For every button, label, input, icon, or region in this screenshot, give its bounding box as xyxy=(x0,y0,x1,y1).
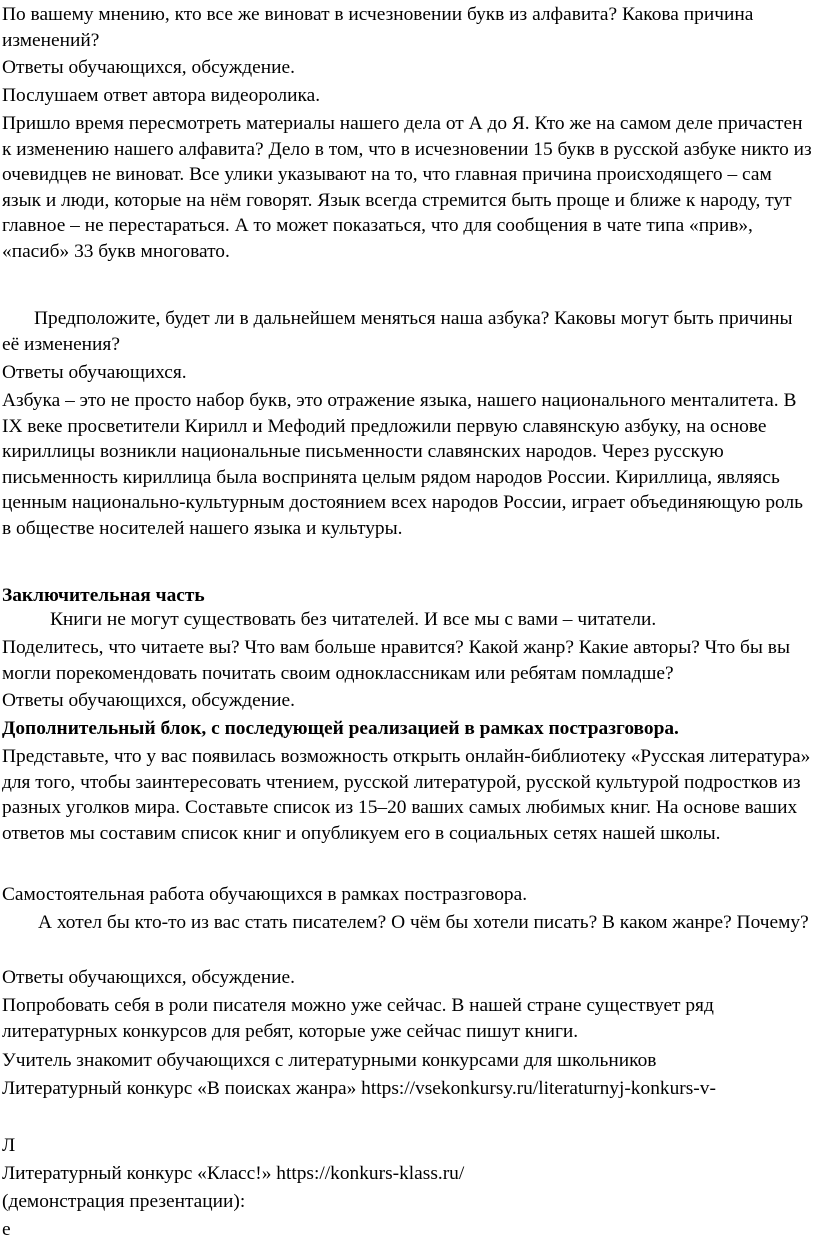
paragraph-students-discussion-2: Ответы обучающихся, обсуждение. xyxy=(2,967,295,988)
heading-final-part: Заключительная часть xyxy=(2,585,205,606)
paragraph-students-answers: Ответы обучающихся, обсуждение. xyxy=(2,57,295,78)
paragraph-listen-author: Послушаем ответ автора видеоролика. xyxy=(2,85,321,106)
paragraph-alphabet-meaning: Азбука – это не просто набор букв, это отражение языка, нашего национального менталитета. В IX веке просветители Кирилл и Мефодий предложили первую славянскую азбуку, на основе кириллицы возникли национальные письменности славянских народов. Через русскую письменность кириллица была воспринята целым рядом народов России. Кириллица, являясь ценным национально-культурным достоянием всех народов России, играет объединяющую роль в обществе носителей нашего языка и культуры. xyxy=(2,390,803,539)
paragraph-readers: Книги не могут существовать без читателей. И все мы с вами – читатели. xyxy=(50,609,657,630)
text-fragment-el: Л xyxy=(2,1135,16,1156)
paragraph-contest-class: Литературный конкурс «Класс!» https://konkurs-klass.ru/ xyxy=(2,1163,465,1184)
paragraph-question-writer: А хотел бы кто-то из вас стать писателем? О чём бы хотели писать? В каком жанре? Почему? xyxy=(38,912,809,933)
paragraph-share-reading: Поделитесь, что читаете вы? Что вам больше нравится? Какой жанр? Какие авторы? Что бы вы могли порекомендовать почитать своим одноклассникам или ребятам помладше? xyxy=(2,637,790,684)
heading-additional-block: Дополнительный блок, с последующей реализацией в рамках постразговора. xyxy=(2,718,679,739)
paragraph-independent-work: Самостоятельная работа обучающихся в рамках постразговора. xyxy=(2,884,528,905)
paragraph-question-culprit: По вашему мнению, кто все же виноват в исчезновении букв из алфавита? Какова причина изменений? xyxy=(2,4,754,51)
paragraph-try-writer: Попробовать себя в роли писателя можно уже сейчас. В нашей стране существует ряд литературных конкурсов для ребят, которые уже сейчас пишут книги. xyxy=(2,995,714,1042)
paragraph-question-future: Предположите, будет ли в дальнейшем меняться наша азбука? Каковы могут быть причины её изменения? xyxy=(2,308,793,355)
paragraph-teacher-contests: Учитель знакомит обучающихся с литературными конкурсами для школьников xyxy=(2,1050,657,1071)
paragraph-students-discussion: Ответы обучающихся, обсуждение. xyxy=(2,690,295,711)
paragraph-online-library: Представьте, что у вас появилась возможность открыть онлайн-библиотеку «Русская литература» для того, чтобы заинтересовать чтением, русской литературой, русской культурой подростков из разных уголков мира. Составьте список из 15–20 ваших самых любимых книг. На основе ваших ответов мы составим список книг и опубликуем его в социальных сетях нашей школы. xyxy=(2,746,811,844)
paragraph-students-answers-2: Ответы обучающихся. xyxy=(2,362,187,383)
text-fragment-e: е xyxy=(2,1219,11,1240)
paragraph-presentation-demo: (демонстрация презентации): xyxy=(2,1191,246,1212)
paragraph-contest-genre: Литературный конкурс «В поисках жанра» https://vsekonkursy.ru/literaturnyj-konkurs-v- xyxy=(2,1078,716,1099)
paragraph-case-review: Пришло время пересмотреть материалы нашего дела от А до Я. Кто же на самом деле причастен к изменению нашего алфавита? Дело в том, что в исчезновении 15 букв в русской азбуке никто из очевидцев не виноват. Все улики указывают на то, что главная причина происходящего – сам язык и люди, которые на нём говорят. Язык всегда стремится быть проще и ближе к народу, тут главное – не перестараться. А то может показаться, что для сообщения в чате типа «прив», «пасиб» 33 букв многовато. xyxy=(2,113,812,262)
